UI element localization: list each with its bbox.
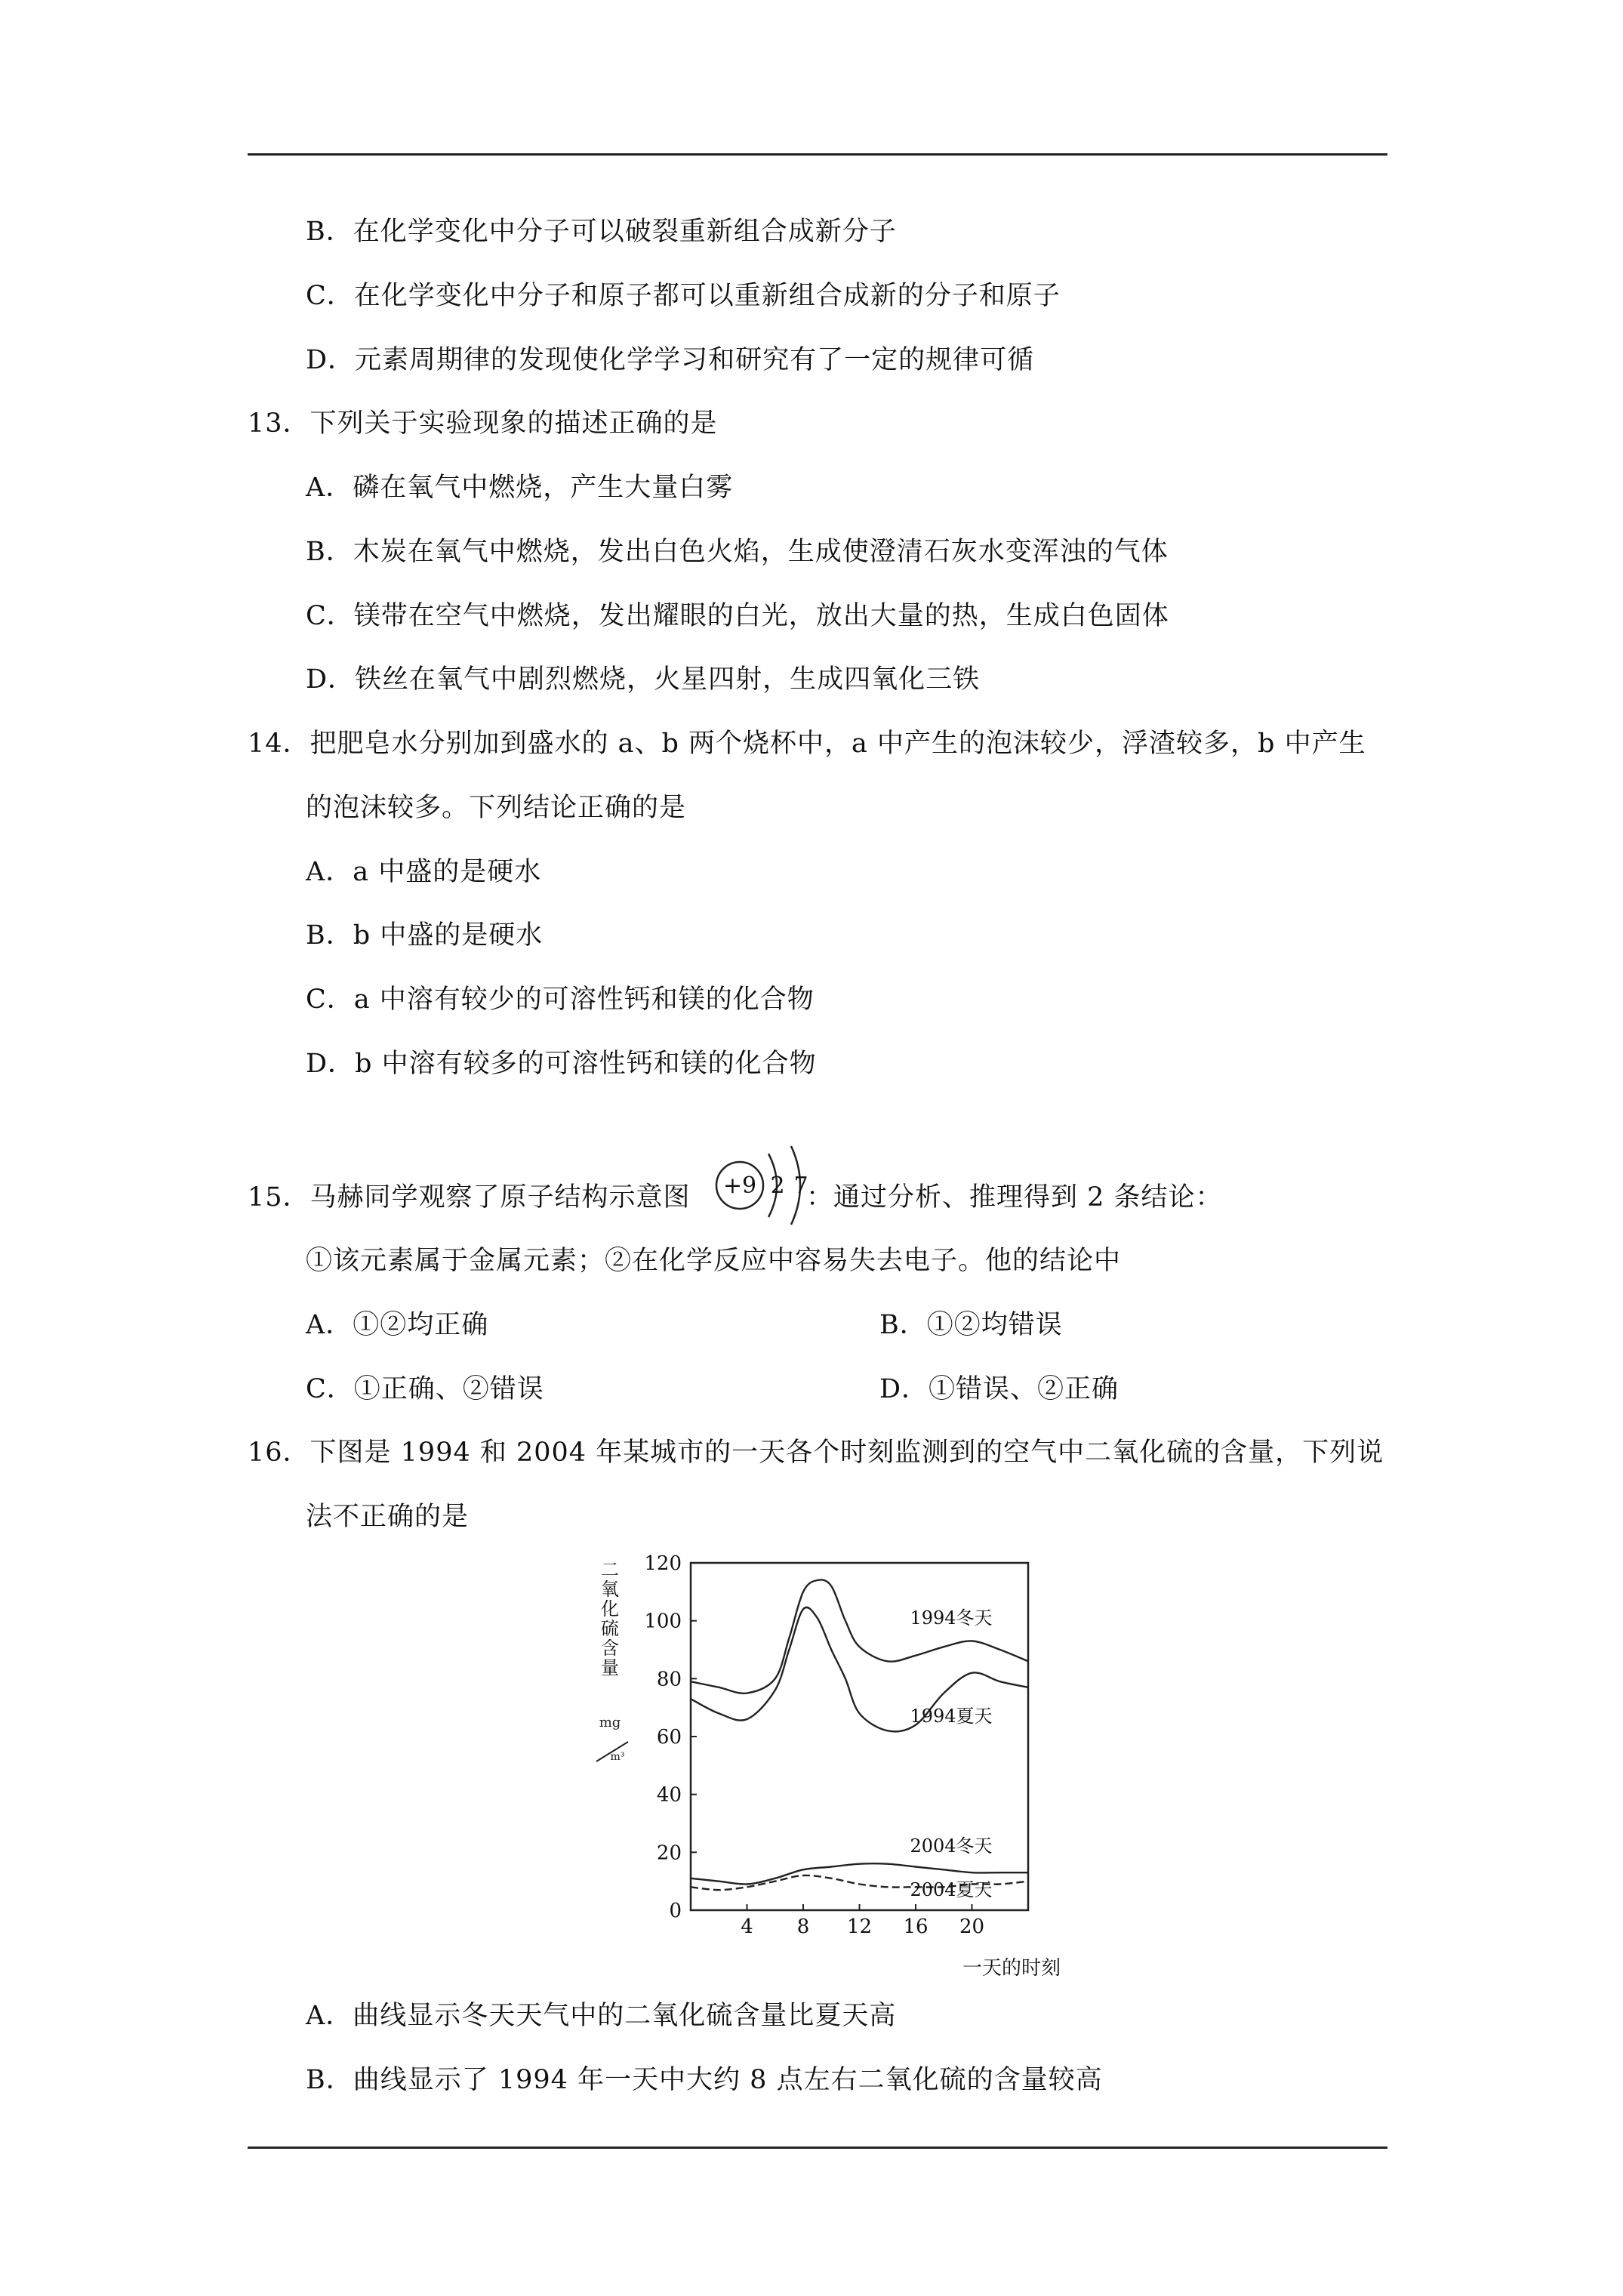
atom-nucleus-charge: +9 — [722, 1173, 757, 1199]
y-label-char: 含 — [601, 1638, 619, 1659]
y-tick-label: 40 — [656, 1783, 682, 1807]
q15-option-c: C．①正确、②错误 — [306, 1374, 544, 1404]
y-axis-unit — [596, 1715, 628, 1763]
y-tick-label: 20 — [656, 1841, 682, 1865]
y-label-char: 化 — [601, 1598, 619, 1620]
series-label-1: 1994夏天 — [910, 1706, 993, 1727]
series-label-0: 1994冬天 — [910, 1607, 993, 1629]
q15-stem-line2: ①该元素属于金属元素；②在化学反应中容易失去电子。他的结论中 — [306, 1246, 1122, 1276]
q14-option-c: C．a 中溶有较少的可溶性钙和镁的化合物 — [306, 985, 815, 1015]
y-label-char: 二 — [601, 1559, 619, 1580]
q13-option-d: D．铁丝在氧气中剧烈燃烧，火星四射，生成四氧化三铁 — [306, 664, 981, 695]
atom-shell1-electrons: 2 — [770, 1173, 785, 1199]
y-tick-label: 120 — [644, 1552, 682, 1575]
footer-rule — [248, 2147, 1387, 2149]
q13-stem: 13．下列关于实验现象的描述正确的是 — [248, 408, 718, 439]
y-tick-label: 60 — [656, 1726, 682, 1749]
q12-option-d: D．元素周期律的发现使化学学习和研究有了一定的规律可循 — [306, 345, 1035, 375]
series-label-2: 2004冬天 — [910, 1835, 993, 1857]
y-label-char: 氧 — [601, 1579, 619, 1600]
q14-option-b: B．b 中盛的是硬水 — [306, 920, 544, 951]
header-rule — [248, 153, 1387, 156]
series-labels — [910, 1607, 992, 1900]
q14-option-d: D．b 中溶有较多的可溶性钙和镁的化合物 — [306, 1049, 817, 1079]
atom-shell2-electrons: 7 — [793, 1173, 808, 1199]
y-tick-label: 0 — [669, 1900, 682, 1922]
y-tick-label: 100 — [644, 1610, 682, 1633]
y-label-char: 硫 — [601, 1618, 619, 1639]
q15-option-b: B．①②均错误 — [879, 1310, 1063, 1340]
y-label-char: 量 — [601, 1657, 619, 1678]
x-tick-label: 12 — [846, 1915, 873, 1938]
q13-option-b: B．木炭在氧气中燃烧，发出白色火焰，生成使澄清石灰水变浑浊的气体 — [306, 537, 1169, 567]
y-axis-ticks — [644, 1552, 697, 1922]
y-unit-numerator: mg — [599, 1715, 621, 1730]
q15-stem-after: ：通过分析、推理得到 2 条结论： — [806, 1182, 1223, 1213]
series-label-3: 2004夏天 — [910, 1879, 993, 1900]
q12-option-c: C．在化学变化中分子和原子都可以重新组合成新的分子和原子 — [306, 281, 1061, 311]
x-tick-label: 4 — [741, 1915, 753, 1938]
q14-option-a: A．a 中盛的是硬水 — [306, 857, 542, 887]
q16-option-a: A．曲线显示冬天天气中的二氧化硫含量比夏天高 — [306, 2001, 897, 2031]
q15-option-a: A．①②均正确 — [306, 1310, 489, 1340]
series-line-0 — [691, 1579, 1028, 1693]
so2-chart — [589, 1552, 1061, 1982]
y-axis-label — [601, 1559, 619, 1678]
q16-stem-line1: 16．下图是 1994 和 2004 年某城市的一天各个时刻监测到的空气中二氧化硫的含量，下列说 — [248, 1438, 1384, 1468]
q16-stem-line2: 法不正确的是 — [306, 1502, 470, 1532]
x-tick-label: 8 — [796, 1915, 810, 1938]
y-unit-denominator: m³ — [610, 1751, 625, 1763]
q15-stem-before: 15．马赫同学观察了原子结构示意图 — [248, 1182, 691, 1213]
q13-option-a: A．磷在氧气中燃烧，产生大量白雾 — [306, 473, 734, 503]
q16-option-b: B．曲线显示了 1994 年一天中大约 8 点左右二氧化硫的含量较高 — [306, 2065, 1103, 2095]
q12-option-b: B．在化学变化中分子可以破裂重新组合成新分子 — [306, 217, 897, 247]
q15-option-d: D．①错误、②正确 — [879, 1374, 1119, 1404]
y-tick-label: 80 — [656, 1668, 682, 1691]
q14-stem-line2: 的泡沫较多。下列结论正确的是 — [306, 793, 687, 823]
x-axis-label: 一天的时刻 — [962, 1957, 1061, 1980]
q14-stem-line1: 14．把肥皂水分别加到盛水的 a、b 两个烧杯中，a 中产生的泡沫较少，浮渣较多，b 中产生 — [248, 729, 1366, 759]
x-tick-label: 16 — [903, 1915, 929, 1938]
q13-option-c: C．镁带在空气中燃烧，发出耀眼的白光，放出大量的热，生成白色固体 — [306, 601, 1169, 631]
x-tick-label: 20 — [959, 1915, 985, 1938]
